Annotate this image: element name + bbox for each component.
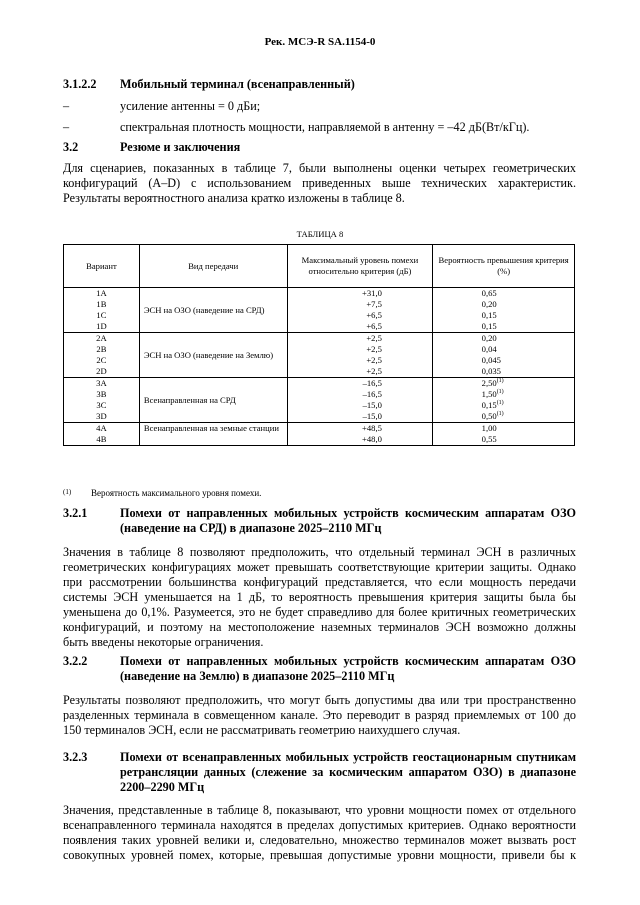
bullet-text: спектральная плотность мощности, направляемой в антенну = –42 дБ(Вт/кГц). — [120, 120, 530, 134]
bullet-dash: – — [63, 120, 70, 134]
section-3-2-3-heading — [63, 750, 576, 795]
table-header-row — [64, 245, 575, 288]
paragraph-line: Для сценариев, показанных в таблице 7, были выполнены оценки четырех геометрических — [63, 161, 576, 175]
table-footnote — [63, 488, 463, 500]
section-number: 3.2.3 — [63, 750, 88, 764]
paragraph-line: совокупных уровней помех, которые, превышая допустимые уровни мощности, привели бы к — [63, 848, 576, 862]
paragraph-line: Результаты вероятностного анализа кратко изложены в таблице 8. — [63, 191, 405, 205]
page-header: Рек. МСЭ-R SA.1154-0 — [264, 36, 376, 48]
column-header-variant: Вариант — [64, 245, 140, 288]
section-number: 3.2.1 — [63, 506, 88, 520]
paragraph-line: разделенных терминала в совмещенном канале. Это переводит в разряд приемлемых от 100 до — [63, 708, 576, 722]
bullet-dash: – — [63, 99, 70, 113]
footnote-ref: (1) — [496, 389, 504, 395]
table-row-group-1 — [64, 288, 575, 333]
footnote-ref: (1) — [496, 411, 504, 417]
section-number: 3.2 — [63, 140, 79, 154]
section-title-line: (наведение на СРД) в диапазоне 2025–2110 МГц — [120, 521, 382, 535]
section-title-line: Помехи от направленных мобильных устройств космическим аппаратам ОЗО — [120, 506, 576, 520]
section-3-2-1-paragraph — [63, 545, 576, 650]
paragraph-line: конфигураций, и поэтому на местоположение наземных терминалов ЭСН возможно должны — [63, 620, 576, 634]
section-title: Резюме и заключения — [120, 140, 241, 154]
paragraph-line: быть введены некоторые ограничения. — [63, 635, 264, 649]
section-number: 3.1.2.2 — [63, 77, 97, 91]
section-title: Мобильный терминал (всенаправленный) — [120, 77, 355, 91]
paragraph-line: Значения в таблице 8 позволяют предположить, что отдельный терминал ЭСН в различных — [63, 545, 576, 559]
variant-cell: 2A 2B 2C 2D — [64, 333, 140, 378]
section-3-2-2-heading — [63, 654, 576, 684]
mode-cell: ЭСН на ОЗО (наведение на Землю) — [139, 333, 287, 378]
table-8 — [63, 244, 575, 446]
level-cell: –16,5 –16,5 –15,0 –15,0 — [287, 378, 433, 423]
bullet-text: усиление антенны = 0 дБи; — [120, 99, 261, 113]
paragraph-line: Значения, представленные в таблице 8, показывают, что уровни мощности помех от отдельного — [63, 803, 576, 817]
footnote-marker: (1) — [63, 488, 72, 496]
paragraph-line: геометрических конфигурациях может превышать соответствующие критерии защиты. Однако — [63, 560, 576, 574]
probability-cell: 0,65 0,20 0,15 0,15 — [433, 288, 575, 333]
table-row-group-4 — [64, 423, 575, 446]
probability-cell: 1,00 0,55 — [433, 423, 575, 446]
section-title-line: 2200–2290 МГц — [120, 780, 205, 794]
footnote-text: Вероятность максимального уровня помехи. — [91, 488, 262, 498]
level-cell: +48,5 +48,0 — [287, 423, 433, 446]
section-3-2-1-heading — [63, 506, 576, 536]
column-header-probability: Вероятность превышения критерия (%) — [433, 245, 575, 288]
variant-cell: 4A 4B — [64, 423, 140, 446]
paragraph-line: при рассмотрении большинства конфигураций представляется, что если мощность передачи — [63, 575, 576, 589]
probability-cell: 0,20 0,04 0,045 0,035 — [433, 333, 575, 378]
paragraph-line: конфигураций (A–D) с использованием приведенных выше технических характеристик. — [63, 176, 576, 190]
section-title-line: Помехи от всенаправленных мобильных устройств геостационарным спутникам — [120, 750, 576, 764]
section-number: 3.2.2 — [63, 654, 88, 668]
paragraph-line: уменьшена до 0,1%. Разумеется, это не будет справедливо для более критичных геометрических — [63, 605, 576, 619]
paragraph-line: Результаты позволяют предположить, что могут быть допустимы два или три пространственно — [63, 693, 576, 707]
section-title-line: Помехи от направленных мобильных устройств космическим аппаратам ОЗО — [120, 654, 576, 668]
column-header-mode: Вид передачи — [139, 245, 287, 288]
section-3-2-2-paragraph — [63, 693, 576, 738]
footnote-ref: (1) — [496, 378, 504, 384]
probability-cell: 2,50$^{(1)}$ 1,50$^{(1)}$ 0,15$^{(1)}$ 0,50$^{(1)}$ — [433, 378, 575, 423]
paragraph-line: всенаправленного терминала находятся в пределах допустимых критериев. Однако вероятности — [63, 818, 576, 832]
section-3-2-paragraph — [63, 161, 576, 206]
section-title-line: ретрансляции данных (слежение за космическим аппаратом ОЗО) в диапазоне — [120, 765, 576, 779]
variant-cell: 3A 3B 3C 3D — [64, 378, 140, 423]
paragraph-line: системы ЭСН уменьшается на 1 дБ, то вероятность превышения критерия защиты была бы — [63, 590, 576, 604]
mode-cell: Всенаправленная на СРД — [139, 378, 287, 423]
table-row-group-3 — [64, 378, 575, 423]
mode-cell: ЭСН на ОЗО (наведение на СРД) — [139, 288, 287, 333]
footnote-ref: (1) — [496, 400, 504, 406]
paragraph-line: появления таких уровней велики и, следовательно, множество терминалов может вызвать рост — [63, 833, 576, 847]
table-row-group-2 — [64, 333, 575, 378]
section-3-1-2-2-heading — [63, 77, 639, 92]
level-cell: +31,0 +7,5 +6,5 +6,5 — [287, 288, 433, 333]
section-title-line: (наведение на Землю) в диапазоне 2025–2110 МГц — [120, 669, 395, 683]
mode-cell: Всенаправленная на земные станции — [139, 423, 287, 446]
section-3-2-3-paragraph — [63, 803, 576, 863]
paragraph-line: 150 терминалов ЭСН, если не рассматривать геометрию наихудшего случая. — [63, 723, 461, 737]
table-caption: ТАБЛИЦА 8 — [296, 229, 344, 239]
column-header-level: Максимальный уровень помехи относительно критерия (дБ) — [287, 245, 433, 288]
level-cell: +2,5 +2,5 +2,5 +2,5 — [287, 333, 433, 378]
variant-cell: 1A 1B 1C 1D — [64, 288, 140, 333]
section-3-2-heading — [63, 140, 639, 155]
